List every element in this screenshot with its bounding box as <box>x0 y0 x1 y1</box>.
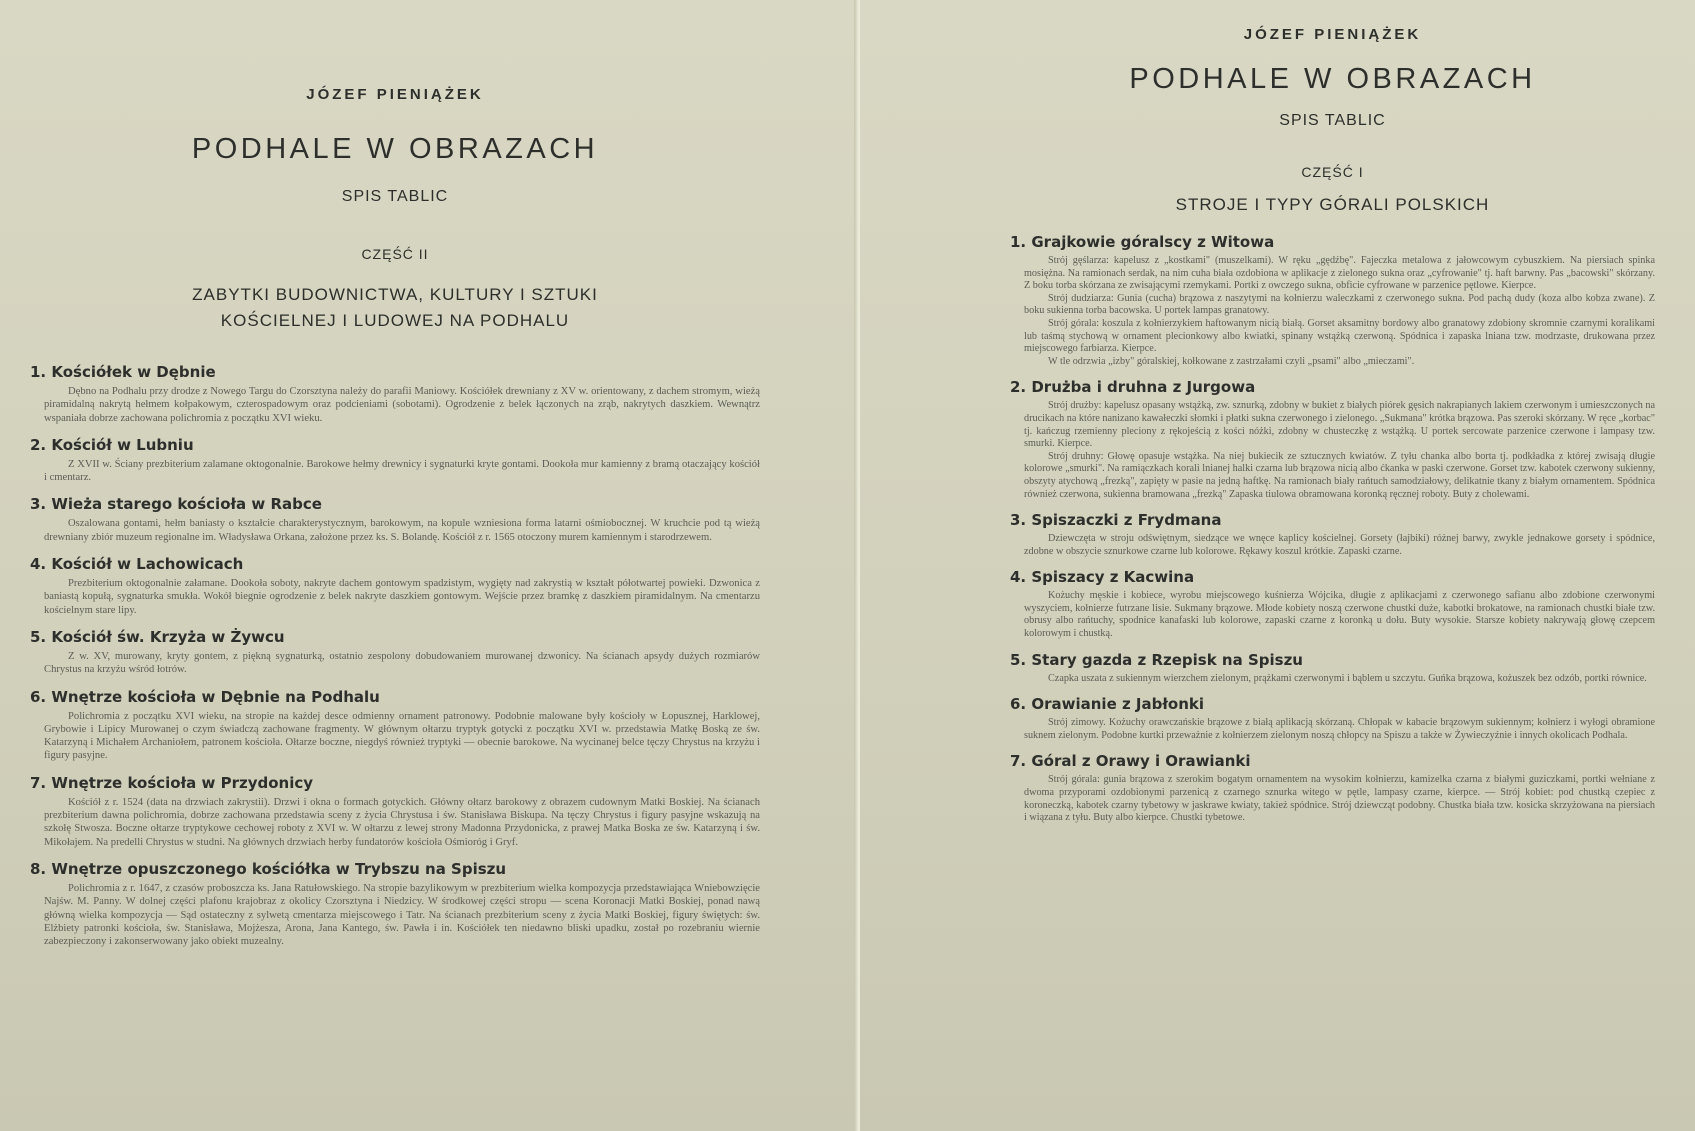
part-number: CZĘŚĆ II <box>361 246 429 262</box>
plate-entry <box>30 859 760 948</box>
plate-heading: 4. Spiszacy z Kacwina <box>1010 568 1195 587</box>
plate-entry <box>30 773 760 849</box>
plate-heading: 3. Wieża starego kościoła w Rabce <box>30 495 322 514</box>
plate-paragraph: Strój druhny: Głowę opasuje wstążka. Na niej bukiecik ze sztucznych kwiatów. Z tyłu chanka albo borta tj. podkładka z której zwisają długie kolorowe „smurki". Na ramiączkach korali lnianej halki czarna lub brązowa nicią albo ćkanka w paski czerwone. Gorset tzw. kabotek czerwony sukienny, obszyty atychową „frezką", zapięty w pasie na jedną haftkę. Na ramionach biały rańtuch samodziałowy, delikatnie tkany z białym ornamentem. Spódnica również czerwona, sukienna bramowana „frezką" Zapaska tiulowa obramowana koronką ręcznej roboty. Buty z cholewami. <box>1024 450 1655 500</box>
plate-description <box>1024 533 1655 558</box>
plate-heading: 2. Kościół w Lubniu <box>30 435 194 454</box>
plate-description: Kościół z r. 1524 (data na drzwiach zakrystii). Drzwi i okna o formach gotyckich. Główny ołtarz barokowy z obrazem cudownym Matki Boskiej. Na ścianach prezbiterium dawna polichromia, dobrze zachowana przedstawia sceny z życia Chrystusa i św. Stanisława Biskupa. Na tęczy Chrystus i figury pasyjne wskazują na szkołę Stwosza. Boczne ołtarze tryptykowe cechowej roboty z XVI w. W ołtarzu z lewej strony Madonna Przydonicka, z prawej Matka Boska ze św. Katarzyną i św. Mikołajem. Na predelli Chrystus w studni. Na głównych drzwiach herby fundatorów kościoła Ośmioróg i Gryf. <box>44 796 760 848</box>
plate-heading: 7. Wnętrze kościoła w Przydonicy <box>30 773 314 792</box>
plate-description <box>1024 673 1655 686</box>
plate-entry <box>1010 650 1655 686</box>
plate-description: Z XVII w. Ściany prezbiterium zalamane oktogonalnie. Barokowe hełmy drewnicy i sygnaturki kryte gontami. Dookoła mur kamienny z bramą otaczający kościół i cmentarz. <box>44 458 760 484</box>
plate-entry <box>30 435 760 485</box>
book-title: PODHALE W OBRAZACH <box>191 133 599 165</box>
plate-description: Prezbiterium oktogonalnie załamane. Dookoła soboty, nakryte dachem gontowym spadzistym, wygięty nad zakrystią w kształt półotwartej powieki. Dzwonica z baniastą kopułą, sygnaturka smukła. Wokół biegnie ogrodzenie z belek nakryte daszkiem gontowym. Wejście przez bramkę z daszkiem piramidalnym. Na cmentarzu kościelnym stare lipy. <box>44 578 760 616</box>
author-name: JÓZEF PIENIĄŻEK <box>1243 26 1422 43</box>
plate-heading: 4. Kościół w Lachowicach <box>30 555 244 574</box>
plate-description: Z w. XV, murowany, kryty gontem, z piękną sygnaturką, ostatnio zespolony dobudowaniem murowanej dzwonicy. Na ścianach apsydy dużych rozmiarów Chrystus na krzyżu wśród łotrów. <box>44 650 760 676</box>
plate-description <box>1024 590 1655 640</box>
subtitle: SPIS TABLIC <box>341 188 449 205</box>
plate-entry <box>1010 567 1655 640</box>
plate-entry <box>30 362 760 425</box>
part-title-line: KOŚCIELNEJ I LUDOWEJ NA PODHALU <box>220 311 570 330</box>
plate-description <box>1024 255 1655 368</box>
plate-entry <box>1010 232 1655 368</box>
plate-entry <box>1010 377 1655 501</box>
plate-entry <box>30 627 760 677</box>
part-title <box>30 282 760 334</box>
plate-entry <box>30 554 760 617</box>
plate-heading: 5. Kościół św. Krzyża w Żywcu <box>30 627 285 646</box>
plate-paragraph: Dziewczęta w stroju odświętnym, siedzące we wnęce kaplicy kościelnej. Gorsety (łajbiki) różnej barwy, zwykle jednakowe gorsety i spódnice, zdobne w obszycie sznurkowe czarne lub kolorowe. Rękawy koszul krótkie. Zapaski czarne. <box>1024 533 1655 557</box>
plate-description: Polichromia z r. 1647, z czasów proboszcza ks. Jana Ratułowskiego. Na stropie bazylikowym w prezbiterium wielka kompozycja przedstawiająca Wniebowzięcie Najśw. M. Panny. W dolnej części plafonu krajobraz z okolicy Czorsztyna i Niedzicy. W środkowej części stropu — scena Koronacji Matki Boskiej, ponad nawą główną wielka kompozycja — Sąd ostateczny z sylwetą cmentarza miejscowego i Tatr. Na ścianach prezbiterium sceny z życia Matki Boskiej, figury świętych: św. Elżbiety patronki kościoła, św. Stanisława, Mojżesza, Arona, Jana Kantego, św. Pawła i in. Kościółek ten niedawno bliski upadku, został po rozebraniu wiernie zabezpieczony i zakonserwowany jako obiekt muzealny. <box>44 882 760 948</box>
plate-paragraph: Czapka uszata z sukiennym wierzchem zielonym, prążkami czerwonymi i bąblem u szczytu. Guńka brązowa, kożuszek bez odzób, portki równice. <box>1048 672 1647 684</box>
part-title-line: ZABYTKI BUDOWNICTWA, KULTURY I SZTUKI <box>192 285 598 304</box>
book-title: PODHALE W OBRAZACH <box>1129 63 1536 95</box>
plate-heading: 6. Orawianie z Jabłonki <box>1010 695 1205 714</box>
plate-heading: 7. Góral z Orawy i Orawianki <box>1010 752 1251 771</box>
plate-description <box>1024 717 1655 742</box>
plate-paragraph: Strój górala: koszula z kołnierzykiem haftowanym nicią białą. Gorset aksamitny bordowy albo granatowy zdobiony skromnie czarnymi koralikami lub taśmą stychową w ornament plecionkowy albo kwiatki, spinany wstążką czerwoną. Spódnica i zapaska lniana tzw. modrzaste, drukowana przez miejscowego farbiarza. Kierpce. <box>1024 317 1655 355</box>
plate-paragraph: Kożuchy męskie i kobiece, wyrobu miejscowego kuśnierza Wójcika, długie z aplikacjami z czerwonego safianu albo zdobione czerwonymi wyszyciem, kołnierze futrzane lisie. Sukmany brązowe. Młode kobiety noszą czerwone chustki duże, kabotki brokatowe, na ramionach chustki białe tzw. obrusy albo rańtuchy, spodnice kanafaski lub kolorowe, zapaski czarne z koronką u dołu. Buty wysokie. Starsze kobiety nakrywają głowę czepcem kolorowym i chustką. <box>1024 590 1655 640</box>
plate-paragraph: Strój dudziarza: Gunia (cucha) brązowa z naszytymi na kołnierzu waleczkami z czerwonego sukna. Pod pachą dudy (koza albo kobza zwane). Z boku sukienna torba bacowska. U portek lampas granatowy. <box>1024 292 1655 317</box>
plate-list <box>30 362 760 948</box>
right-page <box>860 0 1695 1131</box>
plate-heading: 3. Spiszaczki z Frydmana <box>1010 511 1222 530</box>
plate-heading: 1. Kościółek w Dębnie <box>30 363 216 381</box>
plate-entry <box>30 494 760 544</box>
plate-paragraph: W tle odrzwia „izby" góralskiej, kołkowane z zastrzałami czyli „psami" albo „mieczami". <box>1048 355 1415 367</box>
plate-paragraph: Strój drużby: kapelusz opasany wstążką, zw. sznurką, zdobny w bukiet z białych piórek gęsich nakrapianych lakiem czerwonym i umieszczonych na drucikach na które nanizano kawałeczki słomki i płatki sukna czerwonego i zielonego. „Sukmana" krótka brązowa. Pas szeroki skórzany. W ręce „korbac" tj. kańczug rzemienny pleciony z rękojeścią z kości nóżki, zdobny w chusteczkę z wstążką. U portek sercowate parzenice czerwone i lampasy tzw. smurki. Kierpce. <box>1024 400 1655 450</box>
plate-entry <box>1010 510 1655 558</box>
plate-description: Dębno na Podhalu przy drodze z Nowego Targu do Czorsztyna należy do parafii Maniowy. Kościółek drewniany z XV w. orientowany, z dachem stromym, wieżą piramidalną nakrytą hełmem kołpakowym, czterospadowym oraz podcieniami (sobotami). Ogrodzenie z belek łączonych na zrąb, nakrytych daszkiem. Wewnątrz wspaniała dobrze zachowana polichromia z początku XVI wieku. <box>44 386 760 424</box>
plate-description <box>1024 774 1655 824</box>
plate-heading: 6. Wnętrze kościoła w Dębnie na Podhalu <box>30 687 380 706</box>
author-name: JÓZEF PIENIĄŻEK <box>306 86 484 103</box>
plate-paragraph: Strój zimowy. Kożuchy orawczańskie brązowe z białą aplikacją skórzaną. Chłopak w kabacie brązowym sukiennym; kołnierz i wyłogi obramione suknem zielonym. Podobne kurtki przeważnie z kołnierzem zielonym noszą chłopcy na Spiszu a także w Żywieczyźnie i innych okolicach Podhala. <box>1024 717 1655 741</box>
subtitle: SPIS TABLIC <box>1279 112 1386 129</box>
plate-description <box>1024 400 1655 501</box>
plate-paragraph: Strój gęślarza: kapelusz z „kostkami" (muszelkami). W ręku „gędźbę". Fajeczka metalowa z jałowcowym cybuszkiem. Na piersiach spinka mosiężna. Na ramionach serdak, na nim cuha biała ozdobiona w aplikacje z zielonego sukna oraz „cyfrowanie" tj. haft barwny. Pas „bacowski" skórzany. Z boku torba skórzana ze zwisającymi rzemykami. Portki z owczego sukna, obficie cyfrowane w parzenice pętlowe. Kierpce. <box>1024 255 1655 292</box>
plate-entry <box>30 687 760 763</box>
plate-list <box>1010 232 1655 825</box>
plate-heading: 2. Drużba i druhna z Jurgowa <box>1010 378 1256 397</box>
plate-description: Oszalowana gontami, hełm baniasty o kształcie charakterystycznym, barokowym, na kopule wzniesiona forma latarni ośmiobocznej. W kruchcie pod tą wieżą drewniany zbiór muzeum regionalne im. Władysława Orkana, założone przez ks. S. Bolandę. Kościół z r. 1565 otoczony murem kamiennym i starodrzewem. <box>44 518 760 543</box>
plate-entry <box>1010 751 1655 824</box>
plate-heading: 8. Wnętrze opuszczonego kościółka w Trybszu na Spiszu <box>30 859 507 878</box>
plate-description: Polichromia z początku XVI wieku, na stropie na każdej desce odmienny ornament patronowy. Podobnie malowane były kościoły w Łopusznej, Harklowej, Grybowie i Lipicy Murowanej o czym świadczą zachowane fragmenty. W głównym ołtarzu tryptyk gotycki z początku XVI w. przedstawia Matkę Boską ze św. Katarzyną i Michałem Archaniołem, patronem kościoła. Ołtarze boczne, niegdyś również tryptyki — obecnie barokowe. Na wycinanej belce tęczy Chrystus na krzyżu i figury pasyjne. <box>44 710 760 762</box>
part-title: STROJE I TYPY GÓRALI POLSKICH <box>1175 195 1490 214</box>
plate-heading: 5. Stary gazda z Rzepisk na Spiszu <box>1010 650 1303 669</box>
plate-paragraph: Strój górala: gunia brązowa z szerokim bogatym ornamentem na wysokim kołnierzu, kamizelka czarna z białymi guziczkami, portki wełniane z dwoma przyporami ozdobionymi parzenicą z czarnego sznurka witego w pętle, lampasy czarne, kierpce. — Strój kobiet: pod chustką czepiec z koroneczką, kabotek czarny tybetowy w jaskrawe kwiaty, takież spódnice. Strój dziewcząt podobny. Chustka biała tzw. kosicka skrzyżowana na piersiach i wiązana z tyłu. Buty albo kierpce. Chustki tybetowe. <box>1024 774 1655 824</box>
plate-heading: 1. Grajkowie góralscy z Witowa <box>1010 233 1275 251</box>
plate-entry <box>1010 694 1655 742</box>
part-number: CZĘŚĆ I <box>1301 164 1364 180</box>
